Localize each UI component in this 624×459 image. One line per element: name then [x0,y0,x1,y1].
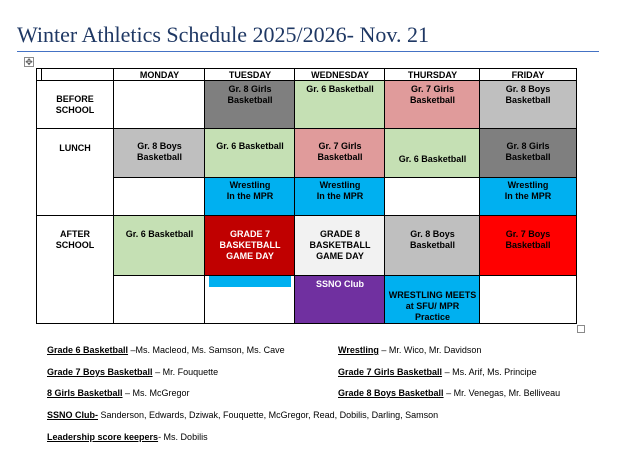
cell-lunch-wednesday: Gr. 7 Girls Basketball [295,128,385,177]
header-thursday: THURSDAY [407,70,458,80]
cell-before-wednesday: Gr. 6 Basketball [295,81,385,128]
grid-line [113,275,577,276]
grid-line [36,68,577,69]
cell-before-thursday: Gr. 7 Girls Basketball [385,81,480,128]
cell-before-tuesday: Gr. 8 Girls Basketball [205,81,295,128]
cell-lunch-friday: Gr. 8 Girls Basketball [480,128,576,177]
header-tuesday: TUESDAY [228,70,272,80]
page-title: Winter Athletics Schedule 2025/2026- Nov. 21 [17,22,429,47]
legend-grade7-boys [47,367,218,378]
legend-grade8-girls [47,388,190,399]
cell-after-wednesday: GRADE 8 BASKETBALL GAME DAY [295,215,385,275]
cell-lunch-monday: Gr. 8 Boys Basketball [114,128,205,177]
legend-grade7-girls [338,367,537,378]
grid-line [36,323,577,324]
row-label-lunch: LUNCH [59,143,91,153]
grid-line [36,80,577,81]
legend-grade8-girls-label: 8 Girls Basketball [47,388,123,398]
legend-grade8-girls-coaches: – Ms. McGregor [122,388,190,398]
legend-leadership [47,432,208,443]
legend-grade8-boys-label: Grade 8 Boys Basketball [338,388,444,398]
cell-after-tuesday: GRADE 7 BASKETBALL GAME DAY [205,215,295,275]
legend-wrestling [338,345,481,356]
table-resize-handle-icon[interactable] [577,325,585,333]
legend-leadership-label: Leadership score keepers [47,432,159,442]
grid-line [479,68,480,324]
header-friday: FRIDAY [511,70,545,80]
cell-after-monday: Gr. 6 Basketball [114,215,205,275]
legend-grade6-label: Grade 6 Basketball [47,345,129,355]
cell-lunch2-wednesday: Wrestling In the MPR [295,177,385,215]
grid-line [36,128,577,129]
legend-wrestling-label: Wrestling [338,345,379,355]
legend-ssno-label: SSNO Club- [47,410,98,420]
cell-after2-thursday: WRESTLING MEETS at SFU/ MPR Practice [385,275,480,323]
title-underline [17,51,599,52]
header-monday: MONDAY [139,70,180,80]
grid-line [36,68,37,324]
cell-after2-tuesday-bar [209,275,291,287]
legend-grade6-coaches: –Ms. Macleod, Ms. Samson, Ms. Cave [128,345,285,355]
grid-line [384,68,385,324]
legend-ssno-members: Sanderson, Edwards, Dziwak, Fouquette, McGregor, Read, Dobilis, Darling, Samson [98,410,439,420]
header-wednesday: WEDNESDAY [311,70,369,80]
grid-line [204,68,205,324]
grid-line [113,68,114,324]
cell-lunch-tuesday: Gr. 6 Basketball [205,128,295,177]
legend-leadership-members: - Ms. Dobilis [158,432,208,442]
legend-grade7-boys-label: Grade 7 Boys Basketball [47,367,153,377]
cell-after-thursday: Gr. 8 Boys Basketball [385,215,480,275]
legend-ssno-club [47,410,438,421]
cell-after2-wednesday: SSNO Club [295,275,385,323]
legend-wrestling-coaches: – Mr. Wico, Mr. Davidson [378,345,482,355]
table-move-handle-icon[interactable]: ✥ [25,57,33,67]
grid-line [36,215,577,216]
row-label-before-school: BEFORE SCHOOL [55,94,95,115]
legend-grade7-boys-coaches: – Mr. Fouquette [152,367,219,377]
legend-grade8-boys-coaches: – Mr. Venegas, Mr. Belliveau [443,388,561,398]
legend-grade7-girls-coaches: – Ms. Arif, Ms. Principe [442,367,537,377]
cell-lunch2-friday: Wrestling In the MPR [480,177,576,215]
cell-lunch2-tuesday: Wrestling In the MPR [205,177,295,215]
row-label-after-school: AFTER SCHOOL [55,229,95,250]
grid-line [113,177,577,178]
legend-grade7-girls-label: Grade 7 Girls Basketball [338,367,443,377]
legend-grade6 [47,345,285,356]
cell-lunch-thursday: Gr. 6 Basketball [385,128,480,177]
legend-grade8-boys [338,388,560,399]
grid-line [294,68,295,324]
cell-after-friday: Gr. 7 Boys Basketball [480,215,576,275]
cell-before-friday: Gr. 8 Boys Basketball [480,81,576,128]
grid-line [576,68,577,324]
